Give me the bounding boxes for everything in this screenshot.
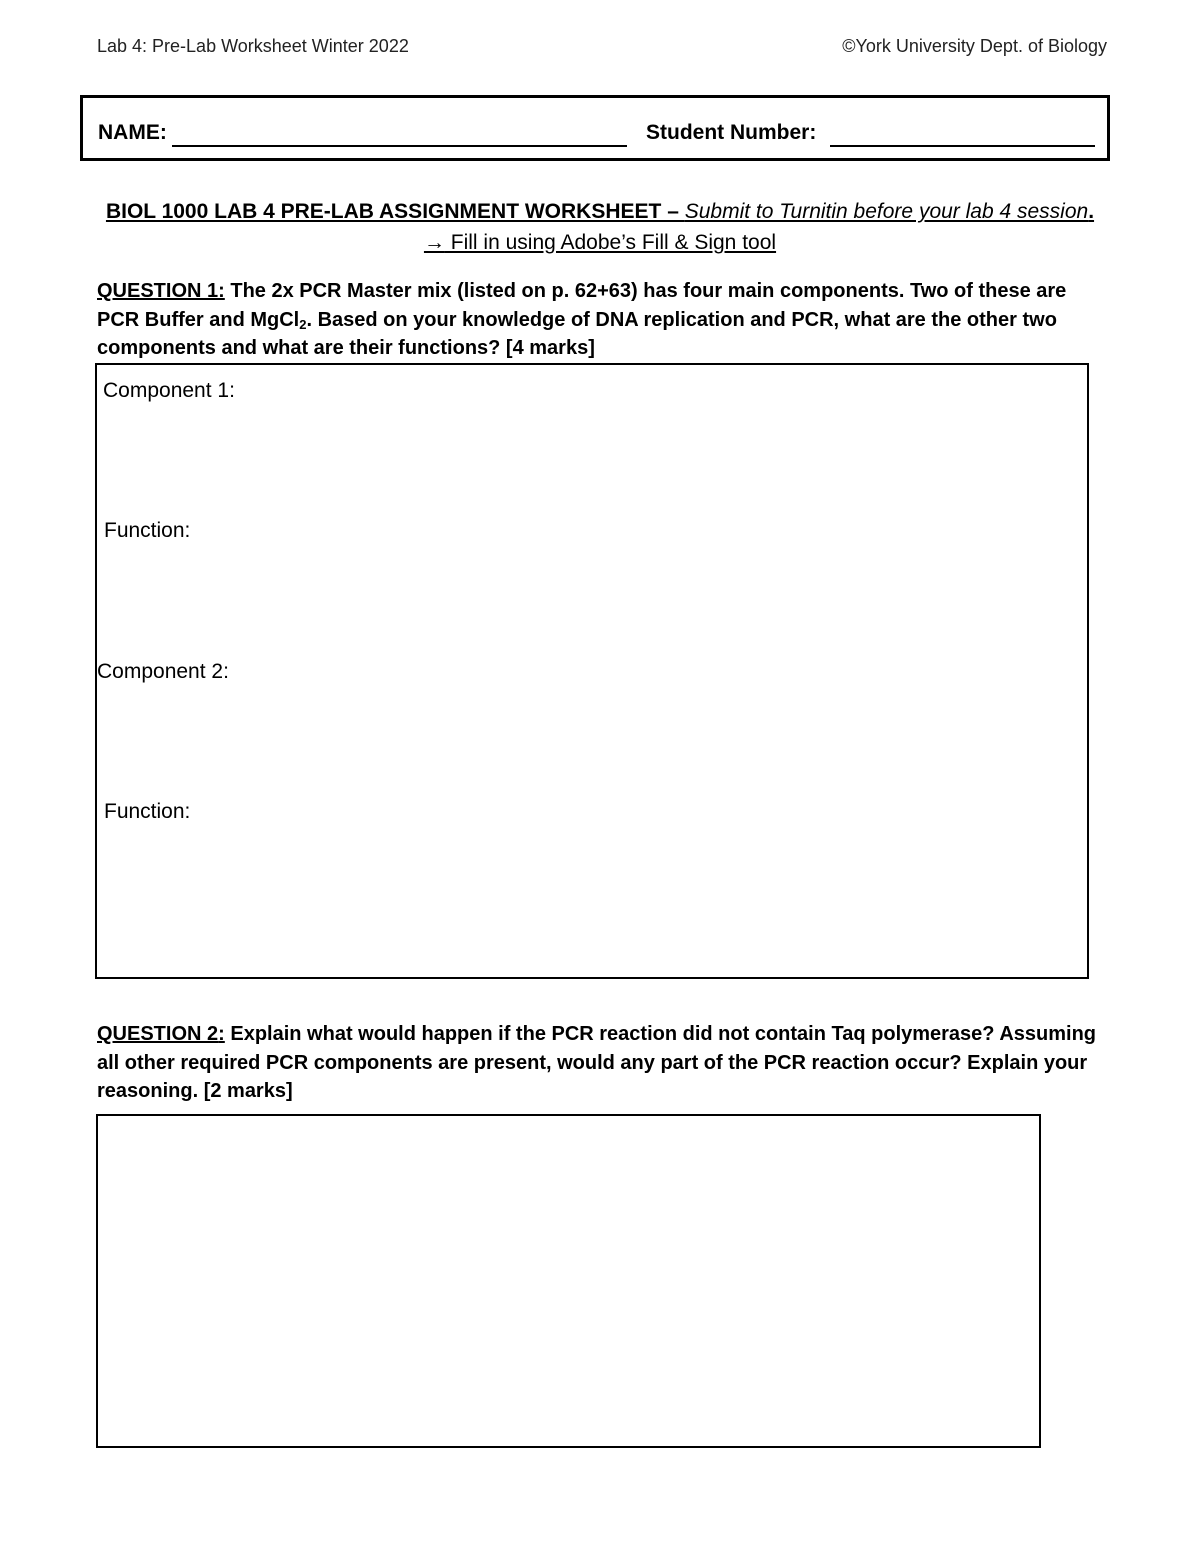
- question-2-text: Explain what would happen if the PCR reaction did not contain Taq polymerase? Assuming all other required PCR components are present, would any part of the PCR reaction occur? Explain your reasoning. [2 marks]: [97, 1023, 1097, 1102]
- name-label: NAME:: [98, 121, 167, 144]
- title-arrow: . →: [423, 200, 1095, 254]
- question-1-text: The 2x PCR Master mix (listed on p. 62+63) has four main components. Two of these are PCR Buffer and MgCl: [97, 280, 1067, 331]
- header-copyright: ©York University Dept. of Biology: [842, 36, 1107, 56]
- question-1-answer-box[interactable]: [95, 363, 1089, 979]
- name-field[interactable]: [172, 145, 627, 147]
- question-2-label-colon: :: [218, 1023, 225, 1045]
- question-2: [97, 1020, 1102, 1106]
- title-course: BIOL 1000 LAB 4 PRE-LAB ASSIGNMENT WORKSHEET –: [105, 200, 685, 223]
- question-2-label-text: QUESTION 2: [97, 1023, 219, 1045]
- student-info-box: [80, 95, 1110, 161]
- component-2-label: Component 2:: [97, 660, 229, 683]
- worksheet-title: [100, 196, 1100, 258]
- question-1-subscript: 2: [299, 316, 307, 332]
- question-1-label: QUESTION 1:: [97, 280, 225, 302]
- component-1-label: Component 1:: [103, 379, 235, 402]
- title-submit-instruction: Submit to Turnitin before your lab 4 session: [684, 200, 1089, 223]
- header-course-info: Lab 4: Pre-Lab Worksheet Winter 2022: [97, 36, 409, 56]
- function-2-label: Function:: [104, 800, 191, 823]
- student-number-label: Student Number:: [646, 121, 817, 144]
- question-2-label: [97, 1023, 225, 1045]
- function-1-label: Function:: [104, 519, 191, 542]
- title-fill-instruction: Fill in using Adobe’s Fill & Sign tool: [444, 231, 777, 254]
- question-2-answer-box[interactable]: [96, 1114, 1041, 1448]
- student-number-field[interactable]: [830, 145, 1095, 147]
- question-1-text-cont: . Based on your knowledge of DNA replication and PCR, what are the other two components and what are their functions? [4 marks]: [97, 308, 1057, 359]
- question-1: [97, 277, 1102, 363]
